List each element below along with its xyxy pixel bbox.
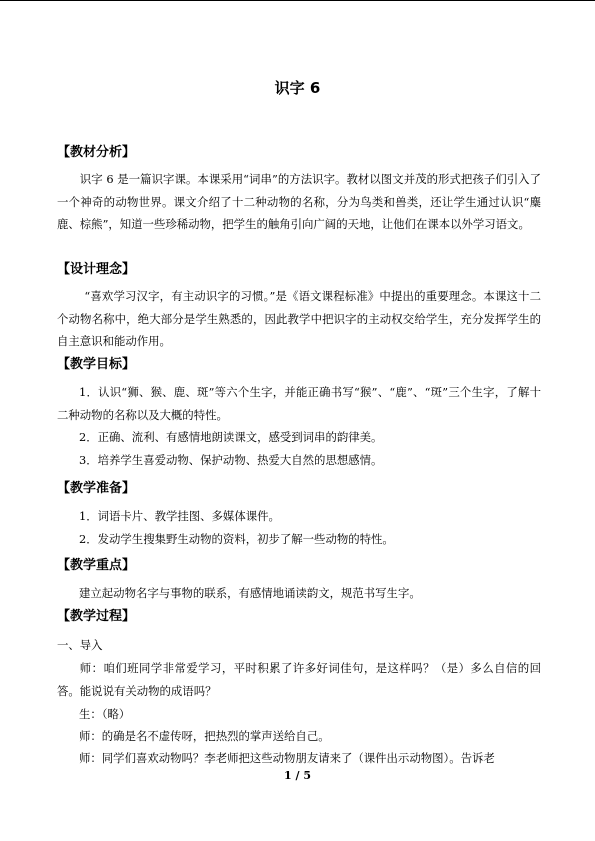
focus-paragraph: 建立起动物名字与事物的联系，有感情地诵读韵文，规范书写生字。: [79, 586, 421, 600]
heading-process: 【教学过程】: [57, 609, 136, 624]
heading-analysis: 【教材分析】: [57, 145, 136, 160]
process-paragraph-4: 师：同学们喜欢动物吗？李老师把这些动物朋友请来了（课件出示动物图）。告诉老: [79, 751, 495, 765]
goal-item-1: 1．认识“狮、猴、鹿、斑”等六个生字，并能正确书写“猴”、“鹿”、“斑”三个生字，了解十二种动物的名称以及大概的特性。: [57, 385, 541, 422]
goal-item-3: 3．培养学生喜爱动物、保护动物、热爱大自然的思想感情。: [79, 453, 383, 467]
page-number: 1 / 5: [284, 769, 311, 782]
prep-item-2: 2．发动学生搜集野生动物的资料，初步了解一些动物的特性。: [79, 532, 394, 546]
page-title: 识字 6: [274, 79, 321, 97]
goal-item-2: 2．正确、流利、有感情地朗读课文，感受到词串的韵律美。: [79, 430, 383, 444]
process-paragraph-3: 师：的确是名不虚传呀，把热烈的掌声送给自己。: [79, 729, 330, 743]
prep-item-1: 1．词语卡片、教学挂图、多媒体课件。: [79, 509, 280, 523]
process-paragraph-2: 生：（略）: [79, 707, 131, 721]
process-paragraph-1: 师：咱们班同学非常爱学习，平时积累了许多好词佳句，是这样吗？（是）多么自信的回答。能说说有关动物的成语吗？: [57, 661, 541, 698]
heading-goals: 【教学目标】: [57, 357, 136, 372]
heading-concept: 【设计理念】: [57, 262, 136, 277]
analysis-paragraph: 识字 6 是一篇识字课。本课采用“词串”的方法识字。教材以图文并茂的形式把孩子们引入了一个神奇的动物世界。课文介绍了十二种动物的名称，分为鸟类和兽类，还让学生通过认识“麋鹿、棕熊”，知道一些珍稀动物，把学生的触角引向广阔的天地，让他们在课本以外学习语文。: [57, 172, 541, 232]
concept-paragraph: “喜欢学习汉字，有主动识字的习惯。”是《语文课程标准》中提出的重要理念。本课这十二个动物名称中，绝大部分是学生熟悉的，因此教学中把识字的主动权交给学生，充分发挥学生的自主意识和能动作用。: [57, 289, 541, 349]
heading-prep: 【教学准备】: [57, 481, 136, 496]
heading-focus: 【教学重点】: [57, 558, 136, 573]
top-rule: [0, 0, 595, 1]
process-step-1: 一、导入: [57, 638, 103, 652]
